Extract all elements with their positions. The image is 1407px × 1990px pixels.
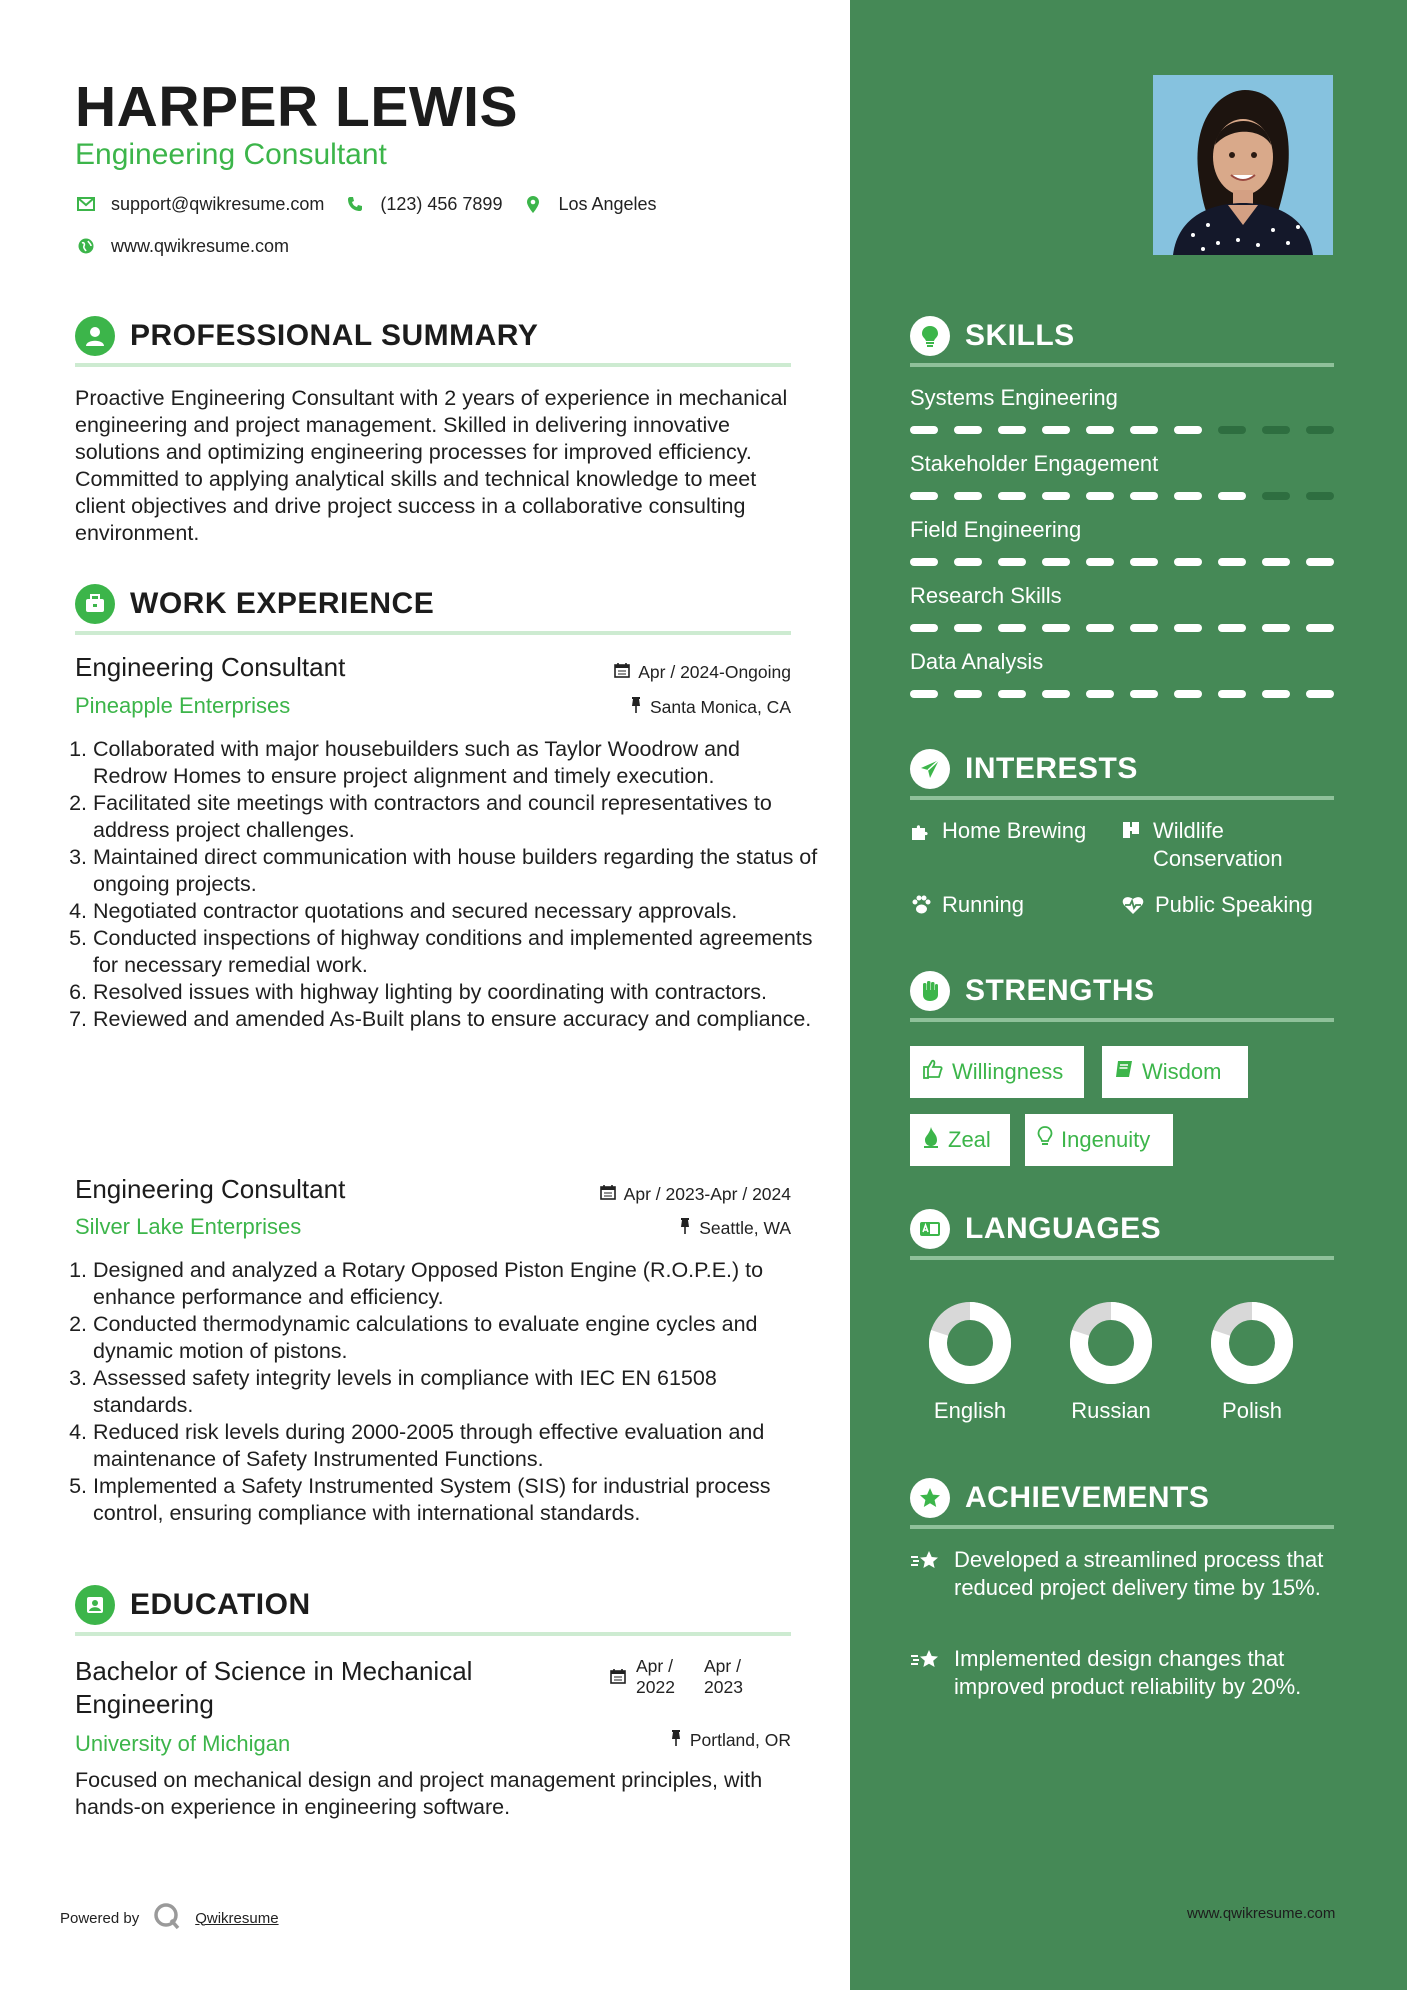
pushpin-icon [630,697,642,718]
skill-dash-filled [1306,624,1334,632]
skill-dash-filled [1130,558,1158,566]
achievement-item [910,1546,1340,1602]
section-divider [910,1525,1334,1529]
skill-dash-filled [1262,624,1290,632]
section-divider [910,363,1334,367]
candidate-name: HARPER LEWIS [75,75,519,139]
star-icon [910,1478,950,1518]
summary-heading [75,316,538,356]
list-item: 3. Maintained direct communication with house builders regarding the status of ongoing projects. [93,844,818,898]
skill-dash-empty [1262,492,1290,500]
skill-dash-filled [954,624,982,632]
skill-dash-filled [910,558,938,566]
heartbeat-icon [1121,894,1145,923]
contact-row [75,193,657,215]
language-ring [1061,1293,1161,1393]
languages-title: LANGUAGES [965,1212,1162,1245]
school-name: University of Michigan [75,1731,291,1756]
job-dates-text: Apr / 2023-Apr / 2024 [623,1184,791,1204]
languages-heading [910,1209,1161,1249]
skill-dash-filled [1262,558,1290,566]
job-dates-text: Apr / 2024-Ongoing [638,662,791,682]
graduation-icon [75,1585,115,1625]
job-bullets [75,1257,818,1527]
list-item: 1. Designed and analyzed a Rotary Opposed Piston Engine (R.O.P.E.) to enhance performance and efficiency. [93,1257,818,1311]
skill-dash-filled [998,690,1026,698]
skill-dash-filled [998,624,1026,632]
website-row [75,235,289,257]
skill-dash-filled [1306,690,1334,698]
interest-label: Running [942,892,1024,917]
education-dates [610,1656,756,1698]
binoculars-icon [1121,820,1143,849]
strength-label: Willingness [952,1059,1064,1084]
envelope-icon [75,193,97,215]
skill-dash-filled [1174,558,1202,566]
skills-title: SKILLS [965,319,1075,352]
star-icon [910,1648,942,1701]
list-item: 4. Negotiated contractor quotations and secured necessary approvals. [93,898,818,925]
list-item: 2. Facilitated site meetings with contractors and council representatives to address project challenges. [93,790,818,844]
education-heading [75,1585,311,1625]
footer-url[interactable]: www.qwikresume.com [1187,1905,1336,1922]
section-divider [910,796,1334,800]
job-dates [520,662,791,683]
strength-badge [910,1114,1010,1166]
fist-icon [910,971,950,1011]
skill-dash-filled [954,426,982,434]
phone-icon [344,193,366,215]
skill-dash-filled [1218,492,1246,500]
profile-photo [1153,75,1333,255]
skill-dash-filled [998,558,1026,566]
skill-dash-filled [1130,690,1158,698]
job-title: Engineering Consultant [75,1174,346,1204]
powered-by-label: Powered by [60,1909,140,1927]
interest-label: Public Speaking [1155,892,1313,917]
skill-dash-filled [1174,426,1202,434]
paw-icon [910,894,932,923]
skill-dash-filled [1130,426,1158,434]
skill-meter [910,624,1334,632]
language-name: Polish [1222,1398,1282,1423]
lightbulb-icon [910,316,950,356]
location-text: Los Angeles [558,193,657,214]
list-item: 2. Conducted thermodynamic calculations to evaluate engine cycles and dynamic motion of pistons. [93,1311,818,1365]
skill-dash-filled [1042,426,1070,434]
map-marker-icon [522,193,544,215]
skill-dash-filled [910,426,938,434]
job-location-text: Seattle, WA [699,1218,791,1238]
skill-dash-empty [1262,426,1290,434]
skill-dash-filled [1042,558,1070,566]
qwikresume-link[interactable]: Qwikresume [195,1909,279,1927]
skill-dash-empty [1306,426,1334,434]
calendar-icon [600,1184,616,1205]
skill-dash-filled [1042,690,1070,698]
email-link[interactable]: support@qwikresume.com [111,193,325,214]
interests-title: INTERESTS [965,752,1138,785]
language-ring [1202,1293,1302,1393]
puzzle-icon [910,820,932,849]
skill-dash-filled [1174,624,1202,632]
interest-label: Home Brewing [942,818,1087,843]
strength-badge [910,1046,1084,1098]
skill-dash-filled [1086,690,1114,698]
pushpin-icon [670,1730,682,1751]
skill-dash-empty [1306,492,1334,500]
strength-badge [1102,1046,1248,1098]
achievements-title: ACHIEVEMENTS [965,1481,1210,1514]
skill-meter [910,426,1334,434]
user-icon [75,316,115,356]
section-divider [910,1018,1334,1022]
skill-name: Stakeholder Engagement [910,451,1159,476]
list-item: 5. Conducted inspections of highway conditions and implemented agreements for necessary remedial work. [93,925,818,979]
star-icon [910,1549,942,1602]
education-location [520,1730,791,1751]
lightbulb-icon [1037,1126,1053,1154]
job-location-text: Santa Monica, CA [649,697,791,717]
skill-dash-filled [1306,558,1334,566]
degree-title: Bachelor of Science in Mechanical Engineering [75,1656,473,1719]
skill-dash-filled [1042,492,1070,500]
strength-label: Ingenuity [1061,1127,1151,1152]
skill-dash-filled [910,690,938,698]
strength-badge [1025,1114,1173,1166]
skill-dash-filled [910,624,938,632]
job-location [520,1218,791,1239]
calendar-icon [610,1668,626,1698]
job-title: Engineering Consultant [75,652,346,682]
skill-meter [910,492,1334,500]
skill-dash-filled [1086,426,1114,434]
skill-name: Research Skills [910,583,1062,608]
job-location [520,697,791,718]
skill-dash-filled [1218,558,1246,566]
skill-dash-filled [954,558,982,566]
skill-dash-filled [998,492,1026,500]
skill-name: Systems Engineering [910,385,1118,410]
language-name: English [933,1398,1007,1423]
skills-heading [910,316,1075,356]
skill-dash-filled [1086,558,1114,566]
thumbs-up-icon [922,1058,944,1086]
skill-dash-filled [1042,624,1070,632]
book-icon [1114,1059,1134,1085]
skill-dash-filled [1130,492,1158,500]
job-dates [520,1184,791,1205]
skill-dash-filled [1086,624,1114,632]
list-item: 3. Assessed safety integrity levels in compliance with IEC EN 61508 standards. [93,1365,818,1419]
interest-item [910,817,1086,849]
skill-dash-filled [1262,690,1290,698]
language-name: Russian [1071,1398,1151,1423]
skill-dash-filled [1174,690,1202,698]
section-divider [910,1256,1334,1260]
strength-label: Wisdom [1142,1059,1222,1084]
experience-title: WORK EXPERIENCE [130,587,435,620]
list-item: 5. Implemented a Safety Instrumented System (SIS) for industrial process control, ensuring compliance with international standards. [93,1473,818,1527]
skill-dash-filled [1218,690,1246,698]
education-end: Apr / 2023 [704,1656,743,1697]
achievement-text: Implemented design changes that improved product reliability by 20%. [954,1646,1302,1699]
calendar-icon [614,662,630,683]
company-name: Silver Lake Enterprises [75,1214,302,1239]
language-ring [920,1293,1020,1393]
education-title: EDUCATION [130,1588,311,1621]
interest-item [1121,817,1301,873]
list-item: 6. Resolved issues with highway lighting by coordinating with contractors. [93,979,818,1006]
interests-heading [910,749,1138,789]
skill-dash-filled [1218,624,1246,632]
skill-name: Field Engineering [910,517,1082,542]
skill-dash-filled [954,690,982,698]
interest-label: Wildlife Conservation [1153,818,1283,871]
skill-name: Data Analysis [910,649,1044,674]
strength-label: Zeal [948,1127,991,1152]
strengths-heading [910,971,1155,1011]
section-divider [75,631,791,635]
achievements-heading [910,1478,1209,1518]
skill-dash-filled [1174,492,1202,500]
skill-dash-filled [1130,624,1158,632]
skill-dash-empty [1218,426,1246,434]
skill-dash-filled [998,426,1026,434]
achievement-item [910,1645,1340,1701]
language-icon [910,1209,950,1249]
company-name: Pineapple Enterprises [75,693,291,718]
candidate-title: Engineering Consultant [75,138,387,171]
strengths-title: STRENGTHS [965,974,1155,1007]
skill-meter [910,690,1334,698]
list-item: 4. Reduced risk levels during 2000-2005 through effective evaluation and maintenance of Safety Instrumented Functions. [93,1419,818,1473]
interest-item [910,891,1024,923]
education-description: Focused on mechanical design and project management principles, with hands-on experience in engineering software. [75,1768,763,1819]
education-start: Apr / 2022 [636,1656,675,1697]
qwikresume-logo-icon [153,1902,181,1934]
website-link[interactable]: www.qwikresume.com [111,235,290,256]
section-divider [75,363,791,367]
education-location-text: Portland, OR [689,1730,791,1750]
fire-icon [922,1126,940,1154]
summary-text: Proactive Engineering Consultant with 2 years of experience in mechanical engineering and project management. Skilled in delivering innovative solutions and optimizing engineering processes for improved efficiency. Committed to applying analytical skills and technical knowledge to meet client objectives and drive project success in a collaborative consulting environment. [75,386,788,545]
powered-by [60,1902,279,1934]
skill-dash-filled [954,492,982,500]
job-bullets [75,736,818,1033]
skill-dash-filled [1086,492,1114,500]
experience-heading [75,584,434,624]
section-divider [75,1632,791,1636]
paper-plane-icon [910,749,950,789]
globe-icon [75,235,97,257]
phone-number[interactable]: (123) 456 7899 [380,193,503,214]
briefcase-icon [75,584,115,624]
skill-dash-filled [910,492,938,500]
list-item: 1. Collaborated with major housebuilders such as Taylor Woodrow and Redrow Homes to ensure project alignment and timely execution. [93,736,818,790]
summary-title: PROFESSIONAL SUMMARY [130,319,539,352]
pushpin-icon [679,1218,691,1239]
skill-meter [910,558,1334,566]
interest-item [1121,891,1313,923]
list-item: 7. Reviewed and amended As-Built plans to ensure accuracy and compliance. [93,1006,818,1033]
achievement-text: Developed a streamlined process that reduced project delivery time by 15%. [954,1547,1324,1600]
